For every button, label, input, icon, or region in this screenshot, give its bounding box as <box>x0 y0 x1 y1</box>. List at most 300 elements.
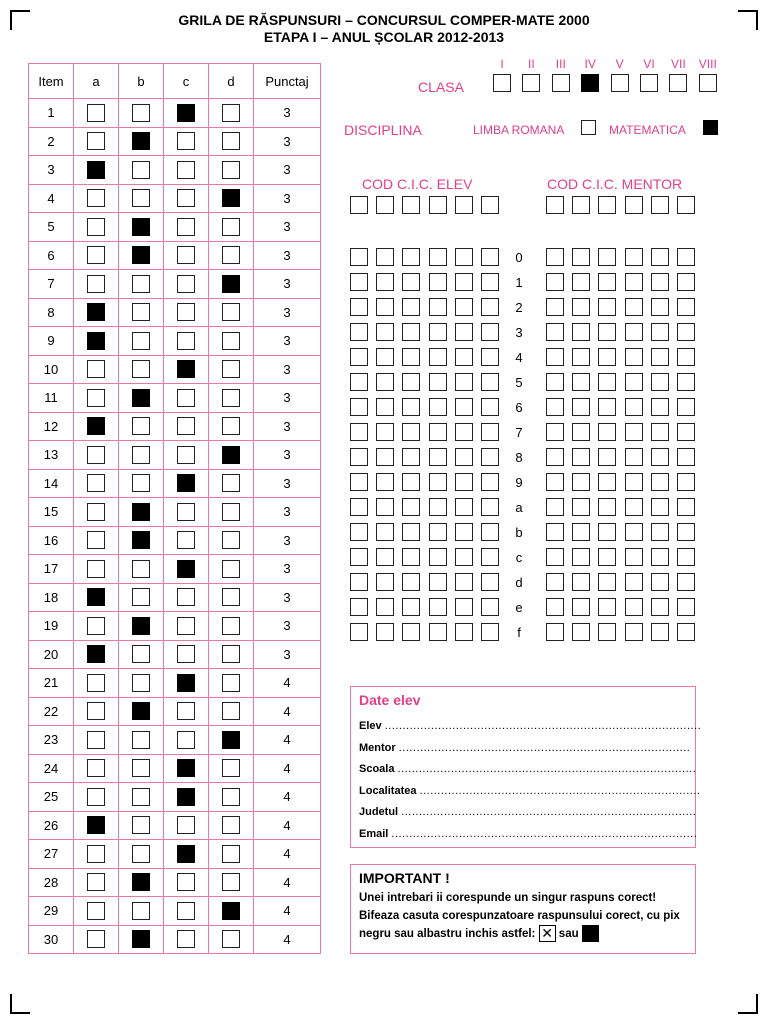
cod-mentor-bubble[interactable] <box>546 273 564 291</box>
cod-mentor-bubble[interactable] <box>546 348 564 366</box>
answer-checkbox-d[interactable] <box>222 446 240 464</box>
cod-mentor-bubble[interactable] <box>572 598 590 616</box>
answer-checkbox-b[interactable] <box>132 360 150 378</box>
cod-mentor-bubble[interactable] <box>598 323 616 341</box>
answer-checkbox-c[interactable] <box>177 731 195 749</box>
cod-mentor-bubble[interactable] <box>572 298 590 316</box>
answer-checkbox-b[interactable] <box>132 389 150 407</box>
cod-mentor-bubble[interactable] <box>546 423 564 441</box>
answer-checkbox-c[interactable] <box>177 902 195 920</box>
cod-elev-bubble[interactable] <box>376 573 394 591</box>
cod-elev-bubble[interactable] <box>455 273 473 291</box>
answer-checkbox-a[interactable] <box>87 218 105 236</box>
answer-checkbox-b[interactable] <box>132 588 150 606</box>
cod-mentor-bubble[interactable] <box>677 523 695 541</box>
cod-elev-bubble[interactable] <box>429 523 447 541</box>
answer-checkbox-b[interactable] <box>132 132 150 150</box>
cod-elev-bubble[interactable] <box>376 448 394 466</box>
cod-elev-bubble[interactable] <box>429 298 447 316</box>
cod-elev-bubble[interactable] <box>350 348 368 366</box>
answer-checkbox-b[interactable] <box>132 930 150 948</box>
answer-checkbox-b[interactable] <box>132 218 150 236</box>
clasa-option-checkbox[interactable] <box>493 74 511 92</box>
cod-elev-bubble[interactable] <box>402 323 420 341</box>
cod-elev-bubble[interactable] <box>376 473 394 491</box>
cod-elev-bubble[interactable] <box>455 598 473 616</box>
cod-mentor-bubble[interactable] <box>572 523 590 541</box>
answer-checkbox-c[interactable] <box>177 560 195 578</box>
cod-elev-bubble[interactable] <box>350 273 368 291</box>
answer-checkbox-c[interactable] <box>177 474 195 492</box>
cod-mentor-bubble[interactable] <box>598 248 616 266</box>
cod-mentor-bubble[interactable] <box>651 373 669 391</box>
cod-elev-bubble[interactable] <box>350 623 368 641</box>
cod-mentor-entry-box[interactable] <box>625 196 643 214</box>
cod-mentor-bubble[interactable] <box>598 523 616 541</box>
answer-checkbox-a[interactable] <box>87 161 105 179</box>
cod-mentor-entry-box[interactable] <box>677 196 695 214</box>
cod-elev-bubble[interactable] <box>481 298 499 316</box>
answer-checkbox-a[interactable] <box>87 303 105 321</box>
answer-checkbox-b[interactable] <box>132 674 150 692</box>
date-elev-field[interactable] <box>359 828 697 840</box>
cod-mentor-bubble[interactable] <box>572 273 590 291</box>
answer-checkbox-c[interactable] <box>177 845 195 863</box>
cod-mentor-bubble[interactable] <box>546 523 564 541</box>
answer-checkbox-d[interactable] <box>222 189 240 207</box>
cod-mentor-bubble[interactable] <box>651 398 669 416</box>
cod-mentor-bubble[interactable] <box>677 573 695 591</box>
answer-checkbox-d[interactable] <box>222 702 240 720</box>
disciplina-option-matematica-checkbox[interactable] <box>703 120 718 135</box>
answer-checkbox-b[interactable] <box>132 788 150 806</box>
cod-mentor-bubble[interactable] <box>677 323 695 341</box>
cod-mentor-bubble[interactable] <box>651 248 669 266</box>
cod-mentor-bubble[interactable] <box>572 373 590 391</box>
cod-mentor-bubble[interactable] <box>677 473 695 491</box>
cod-mentor-bubble[interactable] <box>625 248 643 266</box>
cod-elev-bubble[interactable] <box>481 523 499 541</box>
clasa-option-checkbox[interactable] <box>522 74 540 92</box>
cod-elev-bubble[interactable] <box>350 398 368 416</box>
cod-elev-bubble[interactable] <box>376 423 394 441</box>
cod-elev-bubble[interactable] <box>429 498 447 516</box>
cod-mentor-bubble[interactable] <box>572 498 590 516</box>
answer-checkbox-d[interactable] <box>222 560 240 578</box>
answer-checkbox-b[interactable] <box>132 531 150 549</box>
disciplina-option-limba-romana-checkbox[interactable] <box>581 120 596 135</box>
answer-checkbox-c[interactable] <box>177 446 195 464</box>
answer-checkbox-b[interactable] <box>132 873 150 891</box>
cod-elev-bubble[interactable] <box>402 248 420 266</box>
answer-checkbox-d[interactable] <box>222 788 240 806</box>
cod-mentor-bubble[interactable] <box>677 623 695 641</box>
cod-elev-bubble[interactable] <box>455 298 473 316</box>
cod-mentor-bubble[interactable] <box>677 273 695 291</box>
cod-elev-bubble[interactable] <box>481 323 499 341</box>
cod-elev-bubble[interactable] <box>402 498 420 516</box>
answer-checkbox-b[interactable] <box>132 902 150 920</box>
date-elev-field[interactable] <box>359 806 696 818</box>
answer-checkbox-a[interactable] <box>87 275 105 293</box>
answer-checkbox-c[interactable] <box>177 531 195 549</box>
cod-elev-bubble[interactable] <box>402 348 420 366</box>
answer-checkbox-a[interactable] <box>87 873 105 891</box>
answer-checkbox-a[interactable] <box>87 645 105 663</box>
cod-mentor-bubble[interactable] <box>625 548 643 566</box>
cod-elev-bubble[interactable] <box>481 548 499 566</box>
answer-checkbox-a[interactable] <box>87 132 105 150</box>
cod-elev-bubble[interactable] <box>350 498 368 516</box>
cod-elev-bubble[interactable] <box>455 323 473 341</box>
cod-elev-entry-box[interactable] <box>350 196 368 214</box>
answer-checkbox-b[interactable] <box>132 759 150 777</box>
clasa-option-checkbox[interactable] <box>611 74 629 92</box>
answer-checkbox-d[interactable] <box>222 417 240 435</box>
answer-checkbox-d[interactable] <box>222 588 240 606</box>
cod-elev-bubble[interactable] <box>376 498 394 516</box>
cod-mentor-bubble[interactable] <box>546 473 564 491</box>
cod-mentor-bubble[interactable] <box>572 398 590 416</box>
cod-mentor-bubble[interactable] <box>546 323 564 341</box>
answer-checkbox-d[interactable] <box>222 674 240 692</box>
cod-elev-bubble[interactable] <box>376 398 394 416</box>
cod-elev-bubble[interactable] <box>455 498 473 516</box>
answer-checkbox-d[interactable] <box>222 132 240 150</box>
cod-mentor-bubble[interactable] <box>651 623 669 641</box>
answer-checkbox-b[interactable] <box>132 645 150 663</box>
cod-mentor-bubble[interactable] <box>625 448 643 466</box>
cod-mentor-bubble[interactable] <box>598 548 616 566</box>
answer-checkbox-b[interactable] <box>132 446 150 464</box>
cod-mentor-bubble[interactable] <box>651 423 669 441</box>
cod-elev-bubble[interactable] <box>350 373 368 391</box>
answer-checkbox-a[interactable] <box>87 617 105 635</box>
cod-mentor-bubble[interactable] <box>546 573 564 591</box>
cod-elev-bubble[interactable] <box>455 348 473 366</box>
cod-mentor-bubble[interactable] <box>625 473 643 491</box>
cod-elev-bubble[interactable] <box>402 623 420 641</box>
cod-mentor-bubble[interactable] <box>625 323 643 341</box>
answer-checkbox-d[interactable] <box>222 503 240 521</box>
cod-mentor-bubble[interactable] <box>677 498 695 516</box>
cod-mentor-entry-box[interactable] <box>598 196 616 214</box>
cod-elev-bubble[interactable] <box>350 573 368 591</box>
cod-mentor-bubble[interactable] <box>598 398 616 416</box>
cod-elev-bubble[interactable] <box>376 273 394 291</box>
answer-checkbox-a[interactable] <box>87 189 105 207</box>
answer-checkbox-c[interactable] <box>177 275 195 293</box>
cod-elev-bubble[interactable] <box>455 373 473 391</box>
answer-checkbox-a[interactable] <box>87 503 105 521</box>
answer-checkbox-a[interactable] <box>87 446 105 464</box>
cod-mentor-bubble[interactable] <box>546 448 564 466</box>
cod-elev-bubble[interactable] <box>402 298 420 316</box>
cod-mentor-bubble[interactable] <box>572 473 590 491</box>
date-elev-field[interactable] <box>359 763 696 775</box>
cod-mentor-bubble[interactable] <box>546 548 564 566</box>
cod-mentor-bubble[interactable] <box>598 573 616 591</box>
cod-elev-bubble[interactable] <box>481 423 499 441</box>
cod-mentor-bubble[interactable] <box>651 598 669 616</box>
cod-elev-bubble[interactable] <box>376 548 394 566</box>
cod-elev-bubble[interactable] <box>455 248 473 266</box>
cod-elev-bubble[interactable] <box>429 573 447 591</box>
clasa-option-checkbox[interactable] <box>699 74 717 92</box>
cod-elev-bubble[interactable] <box>455 423 473 441</box>
cod-mentor-bubble[interactable] <box>598 623 616 641</box>
answer-checkbox-a[interactable] <box>87 474 105 492</box>
answer-checkbox-c[interactable] <box>177 702 195 720</box>
cod-elev-bubble[interactable] <box>429 323 447 341</box>
cod-mentor-bubble[interactable] <box>677 248 695 266</box>
cod-elev-bubble[interactable] <box>429 623 447 641</box>
cod-elev-bubble[interactable] <box>350 248 368 266</box>
answer-checkbox-a[interactable] <box>87 759 105 777</box>
cod-elev-bubble[interactable] <box>402 598 420 616</box>
cod-elev-bubble[interactable] <box>429 448 447 466</box>
cod-elev-bubble[interactable] <box>481 473 499 491</box>
answer-checkbox-d[interactable] <box>222 816 240 834</box>
cod-mentor-bubble[interactable] <box>625 573 643 591</box>
cod-elev-bubble[interactable] <box>429 423 447 441</box>
answer-checkbox-c[interactable] <box>177 246 195 264</box>
cod-elev-bubble[interactable] <box>376 323 394 341</box>
answer-checkbox-a[interactable] <box>87 389 105 407</box>
cod-mentor-bubble[interactable] <box>625 498 643 516</box>
cod-elev-bubble[interactable] <box>481 348 499 366</box>
cod-elev-bubble[interactable] <box>429 273 447 291</box>
cod-elev-bubble[interactable] <box>429 348 447 366</box>
cod-mentor-bubble[interactable] <box>598 298 616 316</box>
answer-checkbox-a[interactable] <box>87 360 105 378</box>
answer-checkbox-a[interactable] <box>87 816 105 834</box>
answer-checkbox-a[interactable] <box>87 731 105 749</box>
cod-mentor-bubble[interactable] <box>677 373 695 391</box>
cod-mentor-bubble[interactable] <box>598 273 616 291</box>
cod-mentor-bubble[interactable] <box>598 473 616 491</box>
answer-checkbox-b[interactable] <box>132 417 150 435</box>
answer-checkbox-a[interactable] <box>87 845 105 863</box>
answer-checkbox-d[interactable] <box>222 389 240 407</box>
cod-mentor-bubble[interactable] <box>651 348 669 366</box>
answer-checkbox-d[interactable] <box>222 930 240 948</box>
cod-elev-bubble[interactable] <box>429 598 447 616</box>
cod-mentor-bubble[interactable] <box>572 423 590 441</box>
date-elev-field[interactable] <box>359 785 700 797</box>
cod-mentor-bubble[interactable] <box>625 598 643 616</box>
answer-checkbox-d[interactable] <box>222 845 240 863</box>
cod-elev-bubble[interactable] <box>455 473 473 491</box>
cod-mentor-bubble[interactable] <box>598 598 616 616</box>
answer-checkbox-c[interactable] <box>177 617 195 635</box>
answer-checkbox-d[interactable] <box>222 474 240 492</box>
cod-elev-bubble[interactable] <box>376 598 394 616</box>
answer-checkbox-a[interactable] <box>87 902 105 920</box>
cod-elev-bubble[interactable] <box>455 398 473 416</box>
answer-checkbox-c[interactable] <box>177 674 195 692</box>
cod-mentor-bubble[interactable] <box>572 548 590 566</box>
cod-elev-bubble[interactable] <box>481 598 499 616</box>
cod-elev-bubble[interactable] <box>350 473 368 491</box>
cod-elev-bubble[interactable] <box>455 573 473 591</box>
answer-checkbox-c[interactable] <box>177 873 195 891</box>
cod-mentor-bubble[interactable] <box>546 248 564 266</box>
clasa-option-checkbox[interactable] <box>669 74 687 92</box>
answer-checkbox-b[interactable] <box>132 303 150 321</box>
cod-mentor-bubble[interactable] <box>625 423 643 441</box>
cod-elev-entry-box[interactable] <box>402 196 420 214</box>
cod-mentor-bubble[interactable] <box>572 448 590 466</box>
answer-checkbox-d[interactable] <box>222 731 240 749</box>
cod-mentor-bubble[interactable] <box>677 598 695 616</box>
answer-checkbox-b[interactable] <box>132 702 150 720</box>
answer-checkbox-c[interactable] <box>177 417 195 435</box>
answer-checkbox-b[interactable] <box>132 189 150 207</box>
answer-checkbox-c[interactable] <box>177 360 195 378</box>
cod-elev-bubble[interactable] <box>481 273 499 291</box>
cod-mentor-bubble[interactable] <box>651 548 669 566</box>
cod-mentor-bubble[interactable] <box>546 623 564 641</box>
cod-mentor-bubble[interactable] <box>625 523 643 541</box>
cod-mentor-bubble[interactable] <box>677 398 695 416</box>
cod-mentor-bubble[interactable] <box>572 348 590 366</box>
cod-elev-bubble[interactable] <box>376 298 394 316</box>
answer-checkbox-a[interactable] <box>87 104 105 122</box>
cod-elev-bubble[interactable] <box>350 298 368 316</box>
answer-checkbox-c[interactable] <box>177 189 195 207</box>
cod-elev-bubble[interactable] <box>481 373 499 391</box>
cod-elev-bubble[interactable] <box>481 623 499 641</box>
date-elev-field[interactable] <box>359 720 701 732</box>
cod-elev-bubble[interactable] <box>350 548 368 566</box>
cod-mentor-bubble[interactable] <box>625 398 643 416</box>
cod-elev-bubble[interactable] <box>350 423 368 441</box>
cod-mentor-bubble[interactable] <box>625 373 643 391</box>
cod-mentor-bubble[interactable] <box>651 323 669 341</box>
cod-elev-bubble[interactable] <box>429 373 447 391</box>
cod-elev-bubble[interactable] <box>402 398 420 416</box>
cod-mentor-bubble[interactable] <box>546 498 564 516</box>
answer-checkbox-a[interactable] <box>87 246 105 264</box>
answer-checkbox-a[interactable] <box>87 674 105 692</box>
cod-mentor-bubble[interactable] <box>572 623 590 641</box>
cod-elev-bubble[interactable] <box>429 473 447 491</box>
cod-elev-bubble[interactable] <box>429 398 447 416</box>
cod-mentor-bubble[interactable] <box>651 448 669 466</box>
answer-checkbox-b[interactable] <box>132 161 150 179</box>
answer-checkbox-d[interactable] <box>222 303 240 321</box>
answer-checkbox-b[interactable] <box>132 731 150 749</box>
cod-mentor-bubble[interactable] <box>572 323 590 341</box>
cod-mentor-bubble[interactable] <box>677 348 695 366</box>
answer-checkbox-b[interactable] <box>132 332 150 350</box>
cod-mentor-bubble[interactable] <box>651 273 669 291</box>
answer-checkbox-b[interactable] <box>132 474 150 492</box>
answer-checkbox-d[interactable] <box>222 759 240 777</box>
answer-checkbox-b[interactable] <box>132 816 150 834</box>
cod-elev-bubble[interactable] <box>402 573 420 591</box>
cod-elev-bubble[interactable] <box>350 323 368 341</box>
cod-elev-bubble[interactable] <box>402 373 420 391</box>
answer-checkbox-d[interactable] <box>222 531 240 549</box>
cod-elev-bubble[interactable] <box>481 448 499 466</box>
cod-mentor-bubble[interactable] <box>651 498 669 516</box>
cod-elev-bubble[interactable] <box>429 248 447 266</box>
cod-elev-bubble[interactable] <box>350 523 368 541</box>
cod-elev-bubble[interactable] <box>376 623 394 641</box>
answer-checkbox-c[interactable] <box>177 104 195 122</box>
clasa-option-checkbox[interactable] <box>640 74 658 92</box>
cod-elev-bubble[interactable] <box>402 273 420 291</box>
cod-mentor-bubble[interactable] <box>546 298 564 316</box>
cod-elev-bubble[interactable] <box>376 348 394 366</box>
cod-mentor-entry-box[interactable] <box>572 196 590 214</box>
cod-elev-bubble[interactable] <box>376 373 394 391</box>
cod-elev-bubble[interactable] <box>402 523 420 541</box>
answer-checkbox-d[interactable] <box>222 617 240 635</box>
answer-checkbox-a[interactable] <box>87 332 105 350</box>
cod-elev-bubble[interactable] <box>455 448 473 466</box>
answer-checkbox-d[interactable] <box>222 161 240 179</box>
answer-checkbox-b[interactable] <box>132 275 150 293</box>
cod-mentor-bubble[interactable] <box>677 448 695 466</box>
cod-mentor-bubble[interactable] <box>625 273 643 291</box>
cod-mentor-bubble[interactable] <box>677 423 695 441</box>
answer-checkbox-c[interactable] <box>177 503 195 521</box>
answer-checkbox-a[interactable] <box>87 560 105 578</box>
cod-mentor-bubble[interactable] <box>651 523 669 541</box>
answer-checkbox-d[interactable] <box>222 645 240 663</box>
cod-mentor-bubble[interactable] <box>546 398 564 416</box>
answer-checkbox-a[interactable] <box>87 930 105 948</box>
cod-mentor-bubble[interactable] <box>625 623 643 641</box>
cod-elev-bubble[interactable] <box>481 248 499 266</box>
answer-checkbox-c[interactable] <box>177 161 195 179</box>
answer-checkbox-c[interactable] <box>177 759 195 777</box>
cod-elev-bubble[interactable] <box>429 548 447 566</box>
answer-checkbox-d[interactable] <box>222 902 240 920</box>
cod-mentor-bubble[interactable] <box>598 448 616 466</box>
answer-checkbox-b[interactable] <box>132 560 150 578</box>
date-elev-field[interactable] <box>359 742 690 754</box>
cod-elev-bubble[interactable] <box>402 548 420 566</box>
answer-checkbox-d[interactable] <box>222 275 240 293</box>
answer-checkbox-b[interactable] <box>132 104 150 122</box>
answer-checkbox-c[interactable] <box>177 332 195 350</box>
answer-checkbox-c[interactable] <box>177 303 195 321</box>
answer-checkbox-c[interactable] <box>177 389 195 407</box>
cod-elev-bubble[interactable] <box>455 548 473 566</box>
answer-checkbox-c[interactable] <box>177 132 195 150</box>
answer-checkbox-c[interactable] <box>177 218 195 236</box>
cod-mentor-bubble[interactable] <box>546 373 564 391</box>
answer-checkbox-b[interactable] <box>132 617 150 635</box>
cod-mentor-bubble[interactable] <box>598 423 616 441</box>
answer-checkbox-c[interactable] <box>177 645 195 663</box>
answer-checkbox-d[interactable] <box>222 332 240 350</box>
cod-mentor-bubble[interactable] <box>625 298 643 316</box>
cod-mentor-bubble[interactable] <box>677 298 695 316</box>
answer-checkbox-a[interactable] <box>87 531 105 549</box>
cod-elev-bubble[interactable] <box>481 498 499 516</box>
cod-mentor-bubble[interactable] <box>572 573 590 591</box>
cod-elev-bubble[interactable] <box>481 573 499 591</box>
answer-checkbox-c[interactable] <box>177 588 195 606</box>
cod-mentor-bubble[interactable] <box>651 473 669 491</box>
cod-mentor-bubble[interactable] <box>651 298 669 316</box>
cod-elev-bubble[interactable] <box>376 248 394 266</box>
